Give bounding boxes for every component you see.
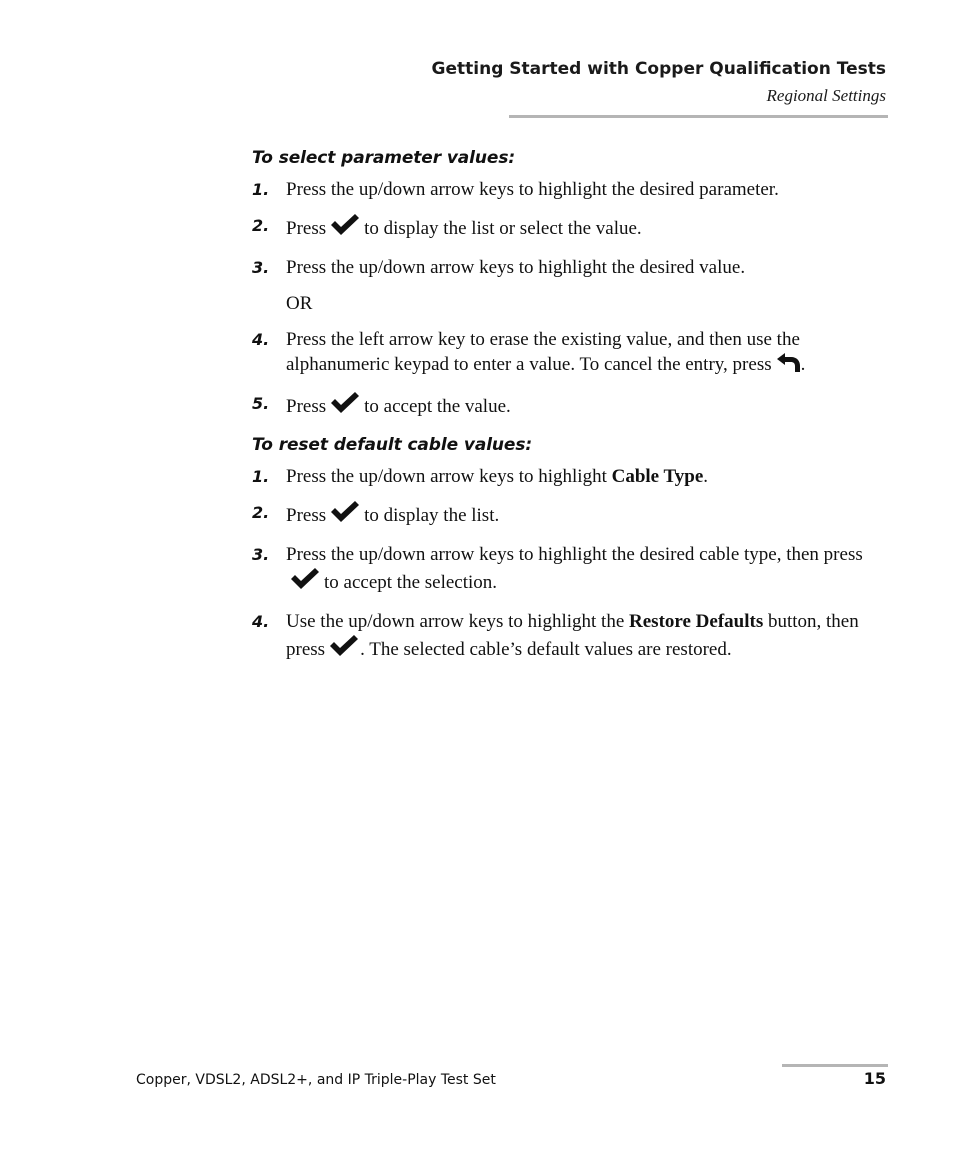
step-text bbox=[286, 542, 892, 598]
step-text-after: to display the list or select the value. bbox=[364, 218, 642, 239]
step-text: Press the up/down arrow keys to highlight the desired parameter. bbox=[286, 179, 779, 200]
step-text-after: to accept the selection. bbox=[324, 572, 498, 593]
check-icon bbox=[328, 634, 360, 665]
step-text-after: . bbox=[800, 354, 806, 375]
step-text-after: to display the list. bbox=[364, 505, 500, 526]
step-number: 1. bbox=[252, 180, 270, 199]
step-text-after: to accept the value. bbox=[364, 396, 511, 417]
step-number: 4. bbox=[252, 330, 270, 349]
step-number: 2. bbox=[252, 216, 270, 235]
step-select-2 bbox=[252, 213, 892, 244]
main-content bbox=[252, 146, 892, 676]
section-title-select: To select parameter values: bbox=[252, 148, 516, 168]
step-text bbox=[286, 464, 892, 489]
page-header bbox=[432, 57, 886, 107]
step-text-after: . bbox=[703, 466, 709, 487]
check-icon bbox=[329, 213, 361, 244]
check-icon bbox=[289, 567, 321, 598]
check-icon bbox=[329, 391, 361, 422]
step-text-before: Press the up/down arrow keys to highlight bbox=[286, 466, 607, 487]
step-number: 3. bbox=[252, 545, 270, 564]
section-title-reset: To reset default cable values: bbox=[252, 435, 533, 455]
step-text-before: Use the up/down arrow keys to highlight the bbox=[286, 611, 625, 632]
check-icon bbox=[329, 500, 361, 531]
step-text: Press the up/down arrow keys to highlight the desired value. bbox=[286, 257, 746, 278]
step-reset-1 bbox=[252, 464, 892, 489]
step-text bbox=[286, 213, 892, 244]
step-text-bold: Restore Defaults bbox=[629, 611, 764, 632]
step-text bbox=[286, 391, 892, 422]
step-select-4 bbox=[252, 327, 892, 380]
or-separator: OR bbox=[286, 293, 313, 314]
step-number: 5. bbox=[252, 394, 270, 413]
header-rule bbox=[509, 115, 888, 118]
step-reset-4 bbox=[252, 609, 892, 665]
page-number: 15 bbox=[863, 1069, 886, 1088]
step-number: 1. bbox=[252, 467, 270, 486]
step-number: 3. bbox=[252, 258, 270, 277]
step-reset-2 bbox=[252, 500, 892, 531]
step-text-before: Press the up/down arrow keys to highlight the desired cable type, then press bbox=[286, 544, 863, 565]
step-text-after: . The selected cable’s default values are restored. bbox=[360, 639, 732, 660]
step-text-before: Press bbox=[286, 218, 327, 239]
step-text bbox=[286, 327, 892, 380]
step-text-before: Press bbox=[286, 396, 327, 417]
step-select-1 bbox=[252, 177, 892, 202]
step-reset-3 bbox=[252, 542, 892, 598]
step-text-before: Press bbox=[286, 505, 327, 526]
back-arrow-icon bbox=[775, 353, 801, 380]
step-text-mid: button, then press bbox=[286, 611, 859, 660]
step-select-3 bbox=[252, 255, 892, 280]
step-number: 4. bbox=[252, 612, 270, 631]
header-subtitle: Regional Settings bbox=[766, 86, 886, 105]
header-title: Getting Started with Copper Qualification Tests bbox=[431, 59, 886, 79]
step-number: 2. bbox=[252, 503, 270, 522]
step-text bbox=[286, 609, 892, 665]
step-text-bold: Cable Type bbox=[611, 466, 704, 487]
step-text-before: Press the left arrow key to erase the existing value, and then use the alphanumeric keypad to enter a value. To cancel the entry, press bbox=[286, 329, 800, 375]
step-text bbox=[286, 500, 892, 531]
footer-title: Copper, VDSL2, ADSL2+, and IP Triple-Play Test Set bbox=[136, 1072, 496, 1088]
footer-rule bbox=[782, 1064, 888, 1067]
step-select-5 bbox=[252, 391, 892, 422]
